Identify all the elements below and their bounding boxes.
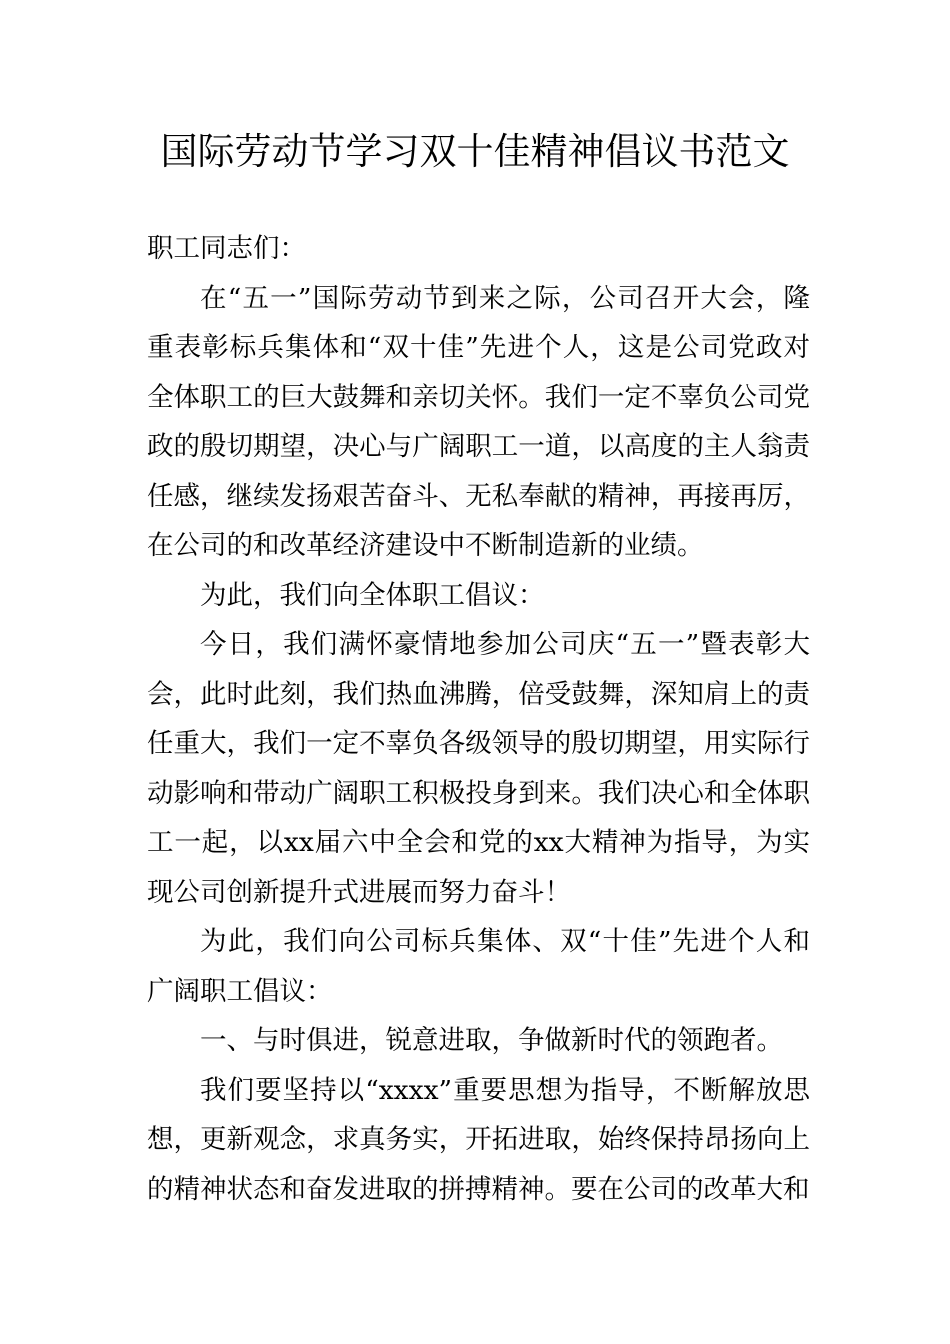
paragraph-6: 我们要坚持以“xxxx”重要思想为指导，不断解放思想，更新观念，求真务实，开拓进取，始终保持昂扬向上的精神状态和奋发进取的拼搏精神。要在公司的改革大和 [147, 1074, 810, 1205]
paragraph-2: 为此，我们向全体职工倡议： [200, 579, 545, 611]
salutation: 职工同志们： [147, 233, 306, 264]
document-body [147, 224, 810, 1214]
paragraph-4: 为此，我们向公司标兵集体、双“十佳”先进个人和广阔职工倡议： [147, 926, 810, 1007]
document-title: 国际劳动节学习双十佳精神倡议书范文 [160, 130, 790, 173]
paragraph-3: 今日，我们满怀豪情地参加公司庆“五一”暨表彰大会，此时此刻，我们热血沸腾，倍受鼓舞，深知肩上的责任重大，我们一定不辜负各级领导的殷切期望，用实际行动影响和带动广阔职工积极投身到来。我们决心和全体职工一起，以xx届六中全会和党的xx大精神为指导，为实现公司创新提升式进展而努力奋斗！ [147, 629, 810, 908]
paragraph-1: 在“五一”国际劳动节到来之际，公司召开大会，隆重表彰标兵集体和“双十佳”先进个人，这是公司党政对全体职工的巨大鼓舞和亲切关怀。我们一定不辜负公司党政的殷切期望，决心与广阔职工一道，以高度的主人翁责任感，继续发扬艰苦奋斗、无私奉献的精神，再接再厉，在公司的和改革经济建设中不断制造新的业绩。 [147, 282, 810, 561]
paragraph-5: 一、与时俱进，锐意进取，争做新时代的领跑者。 [200, 1025, 783, 1056]
